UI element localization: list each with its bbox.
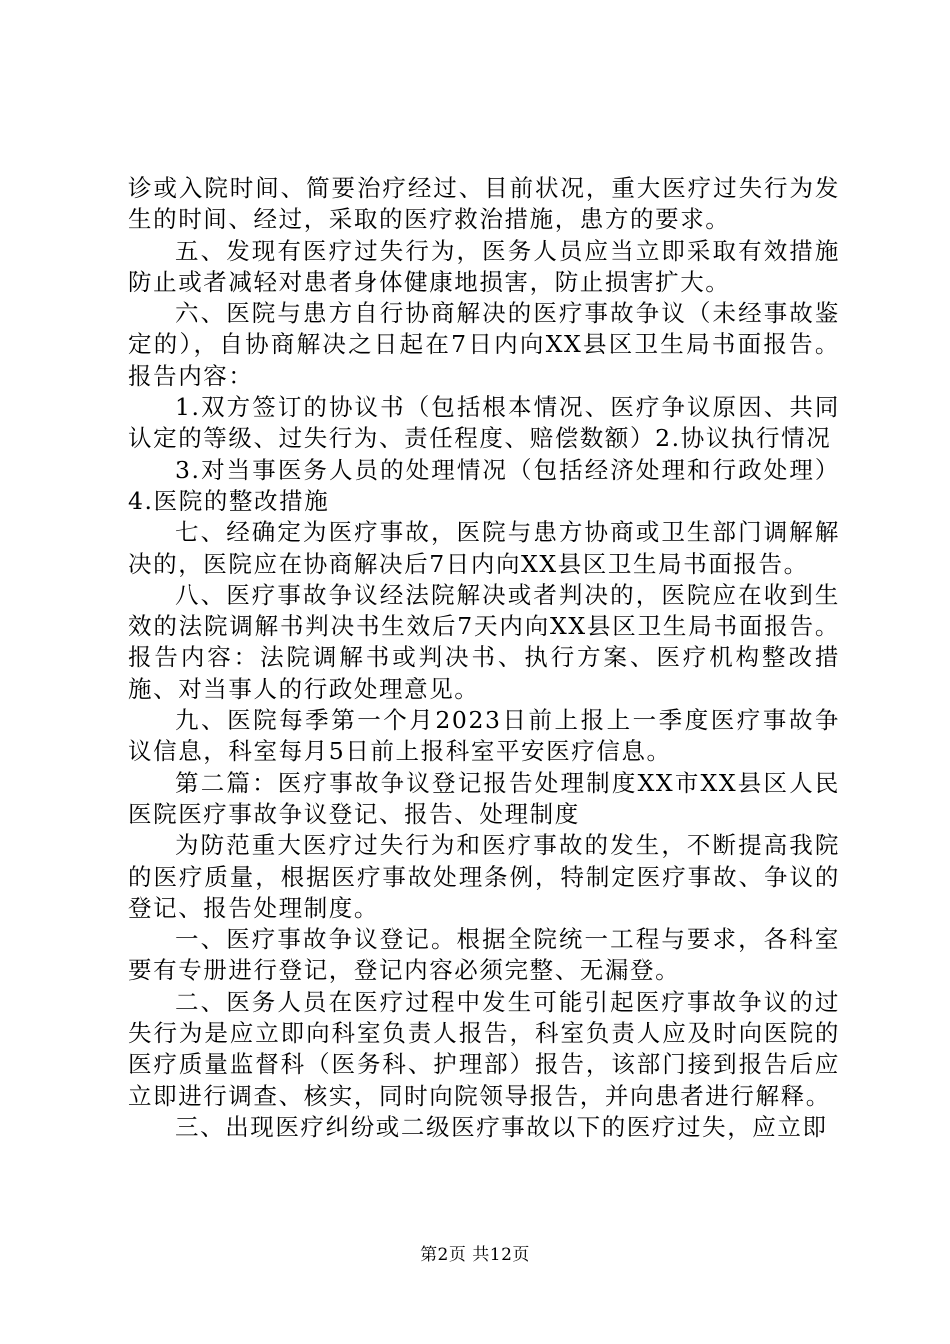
paragraph-10: 为防范重大医疗过失行为和医疗事故的发生，不断提高我院的医疗质量，根据医疗事故处理条例，特制定医疗事故、争议的登记、报告处理制度。 — [128, 831, 840, 922]
paragraph-9: 第二篇：医疗事故争议登记报告处理制度XX市XX县区人民医院医疗事故争议登记、报告、处理制度 — [128, 768, 840, 828]
paragraph-5: 3.对当事医务人员的处理情况（包括经济处理和行政处理）4.医院的整改措施 — [128, 455, 840, 515]
paragraph-6: 七、经确定为医疗事故，医院与患方协商或卫生部门调解解决的，医院应在协商解决后7日内向XX县区卫生局书面报告。 — [128, 518, 840, 578]
paragraph-13: 三、出现医疗纠纷或二级医疗事故以下的医疗过失，应立即 — [175, 1112, 828, 1141]
paragraph-12: 二、医务人员在医疗过程中发生可能引起医疗事故争议的过失行为是应立即向科室负责人报告，科室负责人应及时向医院的医疗质量监督科（医务科、护理部）报告，该部门接到报告后应立即进行调查、核实，同时向院领导报告，并向患者进行解释。 — [128, 987, 840, 1110]
paragraph-4: 1.双方签订的协议书（包括根本情况、医疗争议原因、共同认定的等级、过失行为、责任程度、赔偿数额）2.协议执行情况 — [128, 393, 840, 453]
document-body — [128, 173, 840, 1143]
paragraph-8: 九、医院每季第一个月2023日前上报上一季度医疗事故争议信息，科室每月5日前上报科室平安医疗信息。 — [128, 706, 840, 766]
paragraph-3: 六、医院与患方自行协商解决的医疗事故争议（未经事故鉴定的），自协商解决之日起在7日内向XX县区卫生局书面报告。报告内容： — [128, 299, 840, 390]
paragraph-7: 八、医疗事故争议经法院解决或者判决的，医院应在收到生效的法院调解书判决书生效后7天内向XX县区卫生局书面报告。报告内容：法院调解书或判决书、执行方案、医疗机构整改措施、对当事人的行政处理意见。 — [128, 580, 840, 703]
paragraph-1: 诊或入院时间、简要治疗经过、目前状况，重大医疗过失行为发生的时间、经过，采取的医疗救治措施，患方的要求。 — [128, 174, 840, 234]
paragraph-2: 五、发现有医疗过失行为，医务人员应当立即采取有效措施防止或者减轻对患者身体健康地损害，防止损害扩大。 — [128, 236, 840, 296]
page-footer: 第2页 共12页 — [420, 1245, 530, 1265]
paragraph-11: 一、医疗事故争议登记。根据全院统一工程与要求，各科室要有专册进行登记，登记内容必须完整、无漏登。 — [128, 925, 840, 985]
